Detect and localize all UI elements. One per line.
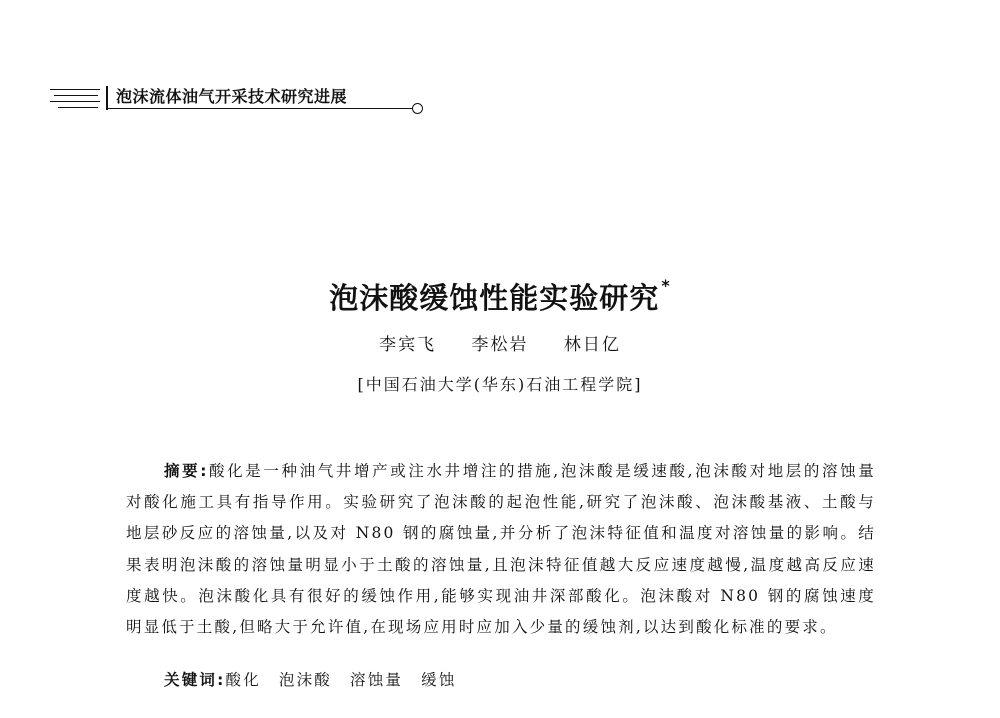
abstract-label: 摘要:	[164, 462, 209, 480]
keywords-label: 关键词:	[164, 671, 226, 689]
keyword: 缓蚀	[421, 671, 457, 689]
journal-section-header	[50, 78, 430, 118]
author-name: 李宾飞	[379, 335, 437, 355]
title-footnote-mark: *	[661, 276, 671, 296]
author-name: 林日亿	[563, 335, 621, 355]
header-decoration-lines	[50, 87, 106, 109]
keyword: 溶蚀量	[350, 671, 404, 689]
author-list	[0, 330, 1000, 355]
author-affiliation: [中国石油大学(华东)石油工程学院]	[357, 375, 643, 394]
section-series-title: 泡沫流体油气开采技术研究进展	[116, 87, 348, 106]
paper-title-text: 泡沫酸缓蚀性能实验研究	[329, 281, 660, 315]
header-circle-ornament	[412, 103, 423, 114]
author-name: 李松岩	[471, 335, 529, 355]
keywords-line	[164, 668, 475, 690]
abstract-text: 酸化是一种油气井增产或注水井增注的措施,泡沫酸是缓速酸,泡沫酸对地层的溶蚀量对酸化施工具有指导作用。实验研究了泡沫酸的起泡性能,研究了泡沫酸、泡沫酸基液、土酸与地层砂反应的溶蚀量,以及对 N80 钢的腐蚀量,并分析了泡沫特征值和温度对溶蚀量的影响。结果表明泡沫酸的溶蚀量明显小于土酸的溶蚀量,且泡沫特征值越大反应速度越慢,温度越高反应速度越快。泡沫酸化具有很好的缓蚀作用,能够实现油井深部酸化。泡沫酸对 N80 钢的腐蚀速度明显低于土酸,但略大于允许值,在现场应用时应加入少量的缓蚀剂,以达到酸化标准的要求。	[126, 462, 876, 637]
keyword: 酸化	[225, 671, 261, 689]
header-bracket	[106, 86, 108, 110]
keyword: 泡沫酸	[278, 671, 333, 689]
paper-title	[0, 276, 1000, 317]
header-rule	[108, 108, 414, 109]
abstract-paragraph	[126, 456, 876, 643]
